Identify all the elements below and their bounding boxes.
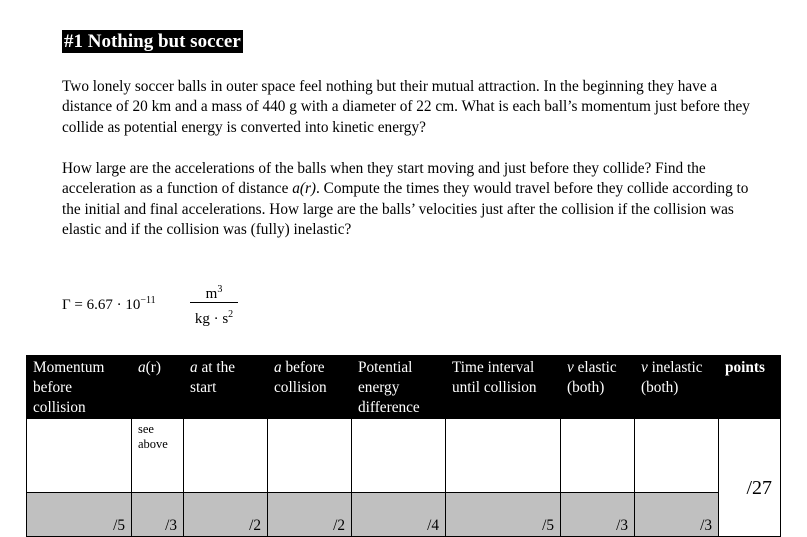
- header-potential-energy: Potential energy difference: [352, 356, 446, 419]
- header-time-interval: Time interval until collision: [446, 356, 561, 419]
- header-a-of-r: a(r): [132, 356, 184, 419]
- answer-cell-a-of-r[interactable]: see above: [132, 419, 184, 493]
- score-a-before: /2: [268, 492, 352, 536]
- problem-paragraph-2: [62, 159, 752, 241]
- page-title: #1 Nothing but soccer: [64, 31, 241, 52]
- score-a-start: /2: [184, 492, 268, 536]
- score-time: /5: [446, 492, 561, 536]
- header-momentum: Momentum before collision: [27, 356, 132, 419]
- grading-table: [26, 355, 781, 537]
- acceleration-function: a(r): [292, 180, 316, 198]
- header-a-before-collision: a before collision: [268, 356, 352, 419]
- fraction-bar: [190, 302, 238, 303]
- answer-cell-a-start[interactable]: [184, 419, 268, 493]
- header-v-inelastic: v inelastic (both): [635, 356, 719, 419]
- answer-cell-momentum[interactable]: [27, 419, 132, 493]
- formula-denominator: kg · $s^2$: [194, 309, 234, 327]
- score-momentum: /5: [27, 492, 132, 536]
- answer-cell-potential-energy[interactable]: [352, 419, 446, 493]
- problem-paragraph-1: Two lonely soccer balls in outer space feel nothing but their mutual attraction. In the beginning they have a distance of 20 km and a mass of 440 g with a diameter of 22 cm. What is each ball’s momentum just before they collide as potential energy is converted into kinetic energy?: [62, 78, 750, 136]
- paragraph-2-part-2: . Compute the times they would travel before they collide according to the initial and final accelerations. How large are the balls’ velocities just after the collision if the collision was elastic and if the collision was (fully) inelastic?: [62, 180, 749, 239]
- formula-numerator: $m^3$: [205, 284, 223, 302]
- header-v-elastic: v elastic (both): [561, 356, 635, 419]
- total-points: /27: [719, 419, 781, 537]
- formula-fraction: [190, 280, 238, 325]
- answer-row: [27, 419, 781, 493]
- header-a-start: a at the start: [184, 356, 268, 419]
- score-row: [27, 492, 781, 536]
- answer-cell-v-elastic[interactable]: [561, 419, 635, 493]
- score-potential-energy: /4: [352, 492, 446, 536]
- score-v-elastic: /3: [561, 492, 635, 536]
- score-a-of-r: /3: [132, 492, 184, 536]
- answer-cell-time[interactable]: [446, 419, 561, 493]
- answer-cell-v-inelastic[interactable]: [635, 419, 719, 493]
- formula-exponent: −11: [140, 295, 156, 306]
- table-header-row: [27, 356, 781, 419]
- answer-cell-a-before[interactable]: [268, 419, 352, 493]
- header-points: points: [719, 356, 781, 419]
- gravitational-constant-formula: [62, 280, 262, 328]
- score-v-inelastic: /3: [635, 492, 719, 536]
- paragraph-2-part-1: How large are the accelerations of the balls when they start moving and just before they collide? Find the acceleration as a function of distance: [62, 160, 706, 198]
- formula-lhs: $\Gamma = 6.67 \cdot 10^{-11}$: [62, 295, 156, 313]
